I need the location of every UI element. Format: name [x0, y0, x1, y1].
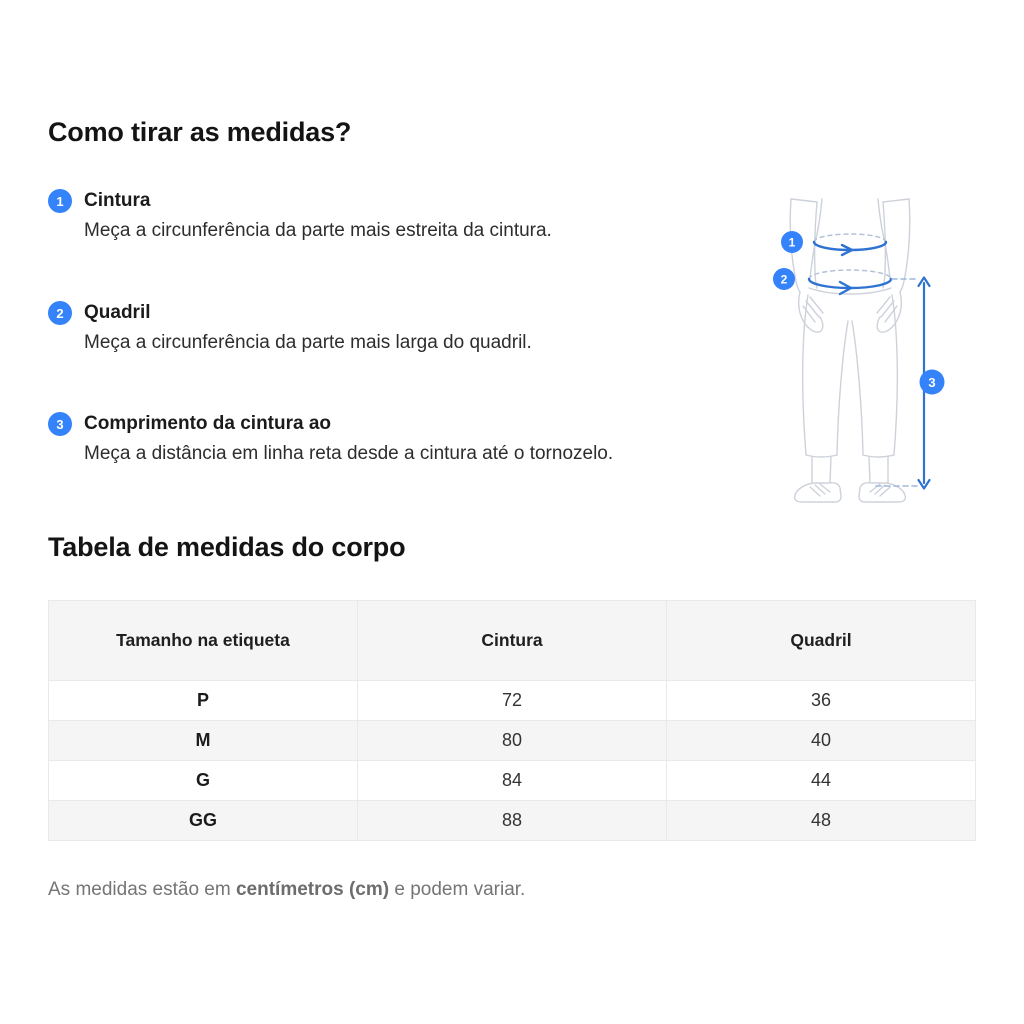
- step-hip: [48, 301, 532, 356]
- hip-value: 40: [667, 721, 976, 761]
- diagram-marker-2: [773, 268, 795, 290]
- body-measurement-diagram: [770, 165, 960, 515]
- table-row: [49, 721, 976, 761]
- size-table-title: Tabela de medidas do corpo: [48, 532, 406, 562]
- svg-text:1: 1: [788, 235, 796, 250]
- footnote-prefix: As medidas estão em: [48, 879, 236, 900]
- step-3-label: Comprimento da cintura ao: [84, 413, 332, 434]
- waist-value: 72: [358, 681, 667, 721]
- diagram-marker-3: [920, 370, 945, 395]
- table-row: [49, 681, 976, 721]
- table-row: [49, 761, 976, 801]
- measurements-footnote: [48, 877, 525, 903]
- body-outline-illustration: [790, 199, 910, 502]
- waist-value: 84: [358, 761, 667, 801]
- step-1-label: Cintura: [84, 190, 151, 211]
- size-value: G: [49, 761, 358, 801]
- step-2-description: Meça a circunferência da parte mais larga do quadril.: [84, 332, 532, 353]
- step-2-number-badge: 2: [48, 301, 72, 325]
- step-length: [48, 412, 613, 467]
- table-row: [49, 801, 976, 841]
- step-1-number-badge: 1: [48, 189, 72, 213]
- body-measurements-table: [48, 600, 976, 841]
- size-value: P: [49, 681, 358, 721]
- waist-value: 88: [358, 801, 667, 841]
- column-header-hip: Quadril: [667, 601, 976, 681]
- step-2-label: Quadril: [84, 302, 151, 323]
- hip-value: 36: [667, 681, 976, 721]
- column-header-waist: Cintura: [358, 601, 667, 681]
- svg-text:3: 3: [928, 375, 936, 390]
- column-header-size: Tamanho na etiqueta: [49, 601, 358, 681]
- step-waist: [48, 189, 552, 244]
- waist-measure-ring: [814, 234, 886, 255]
- size-value: M: [49, 721, 358, 761]
- waist-value: 80: [358, 721, 667, 761]
- hip-value: 48: [667, 801, 976, 841]
- footnote-bold-unit: centímetros (cm): [235, 879, 390, 900]
- step-3-description: Meça a distância em linha reta desde a cintura até o tornozelo.: [84, 443, 614, 464]
- step-1-description: Meça a circunferência da parte mais estreita da cintura.: [84, 220, 552, 241]
- how-to-title: Como tirar as medidas?: [48, 117, 352, 147]
- diagram-marker-1: [781, 231, 803, 253]
- svg-text:2: 2: [780, 272, 788, 287]
- table-header-row: [49, 601, 976, 681]
- size-value: GG: [49, 801, 358, 841]
- hip-value: 44: [667, 761, 976, 801]
- hip-measure-ring: [809, 270, 891, 294]
- step-3-number-badge: 3: [48, 412, 72, 436]
- footnote-suffix: e podem variar.: [389, 879, 526, 900]
